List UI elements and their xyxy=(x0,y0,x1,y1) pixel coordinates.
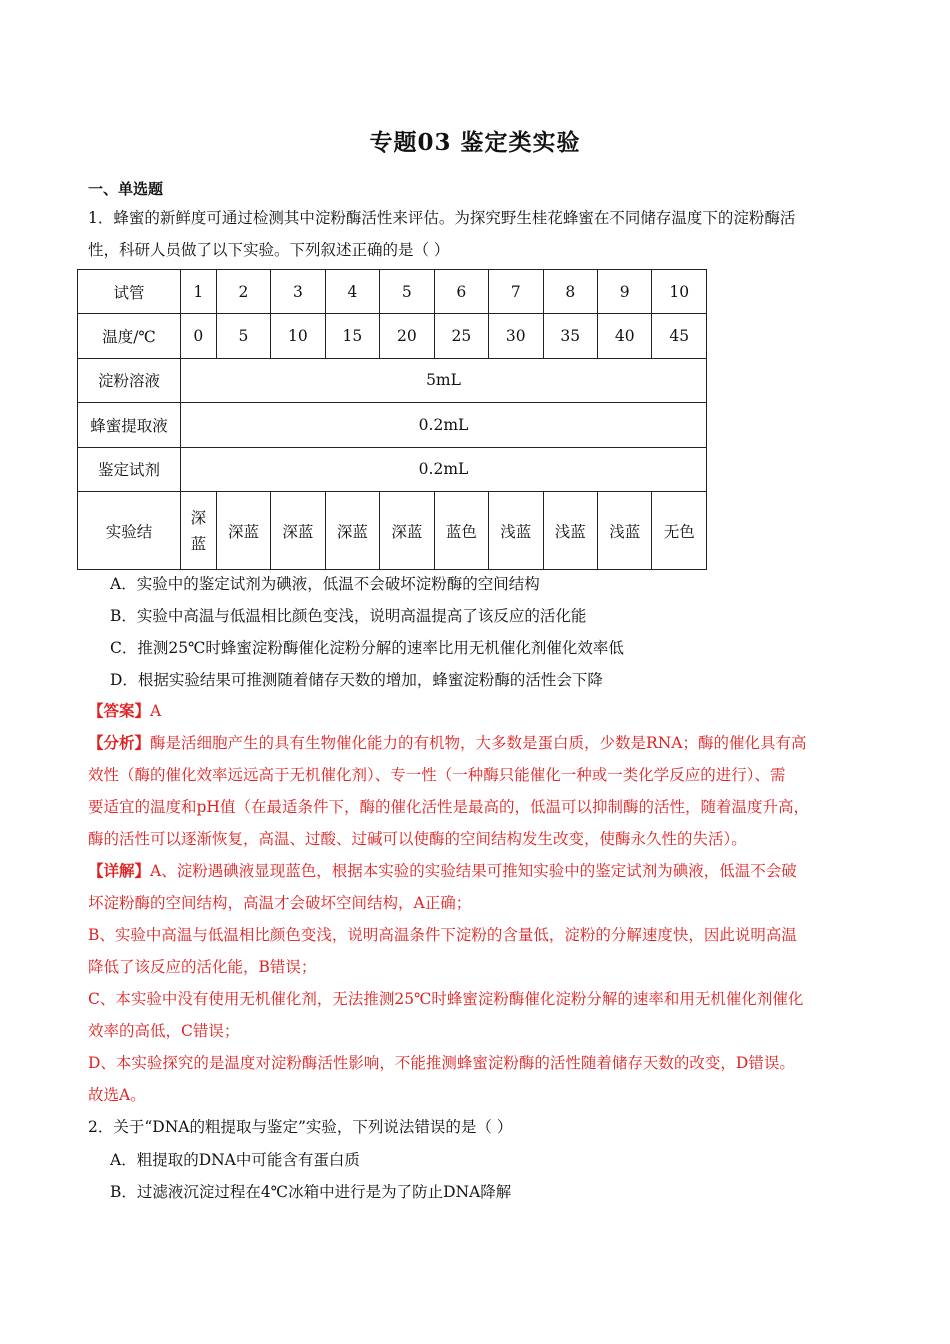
table-header-cell: 蜂蜜提取液 xyxy=(78,403,181,447)
table-cell: 10 xyxy=(271,314,325,358)
table-cell: 35 xyxy=(543,314,597,358)
table-cell: 无色 xyxy=(652,492,707,570)
q1-option-b: B．实验中高温与低温相比颜色变浅，说明高温提高了该反应的活化能 xyxy=(110,607,587,625)
q2-stem: 2．关于“DNA的粗提取与鉴定”实验，下列说法错误的是（ ） xyxy=(88,1118,513,1136)
table-cell: 深蓝 xyxy=(271,492,325,570)
detail-line-8: 故选A。 xyxy=(88,1086,146,1104)
q1-option-d: D．根据实验结果可推测随着储存天数的增加，蜂蜜淀粉酶的活性会下降 xyxy=(110,671,603,689)
table-row-temperature xyxy=(78,314,707,358)
page-title: 专题03 鉴定类实验 xyxy=(369,129,581,156)
detail-line-6: 效率的高低，C错误； xyxy=(88,1022,240,1040)
analysis-tag: 【分析】 xyxy=(88,733,151,752)
result-text: 深蓝 xyxy=(190,508,207,553)
analysis-line-4: 酶的活性可以逐渐恢复，高温、过酸、过碱可以使酶的空间结构发生改变，使酶永久性的失活）。 xyxy=(88,830,747,848)
q1-stem-line-1: 1．蜂蜜的新鲜度可通过检测其中淀粉酶活性来评估。为探究野生桂花蜂蜜在不同储存温度下的淀粉酶活 xyxy=(88,209,796,227)
detail-text: A、淀粉遇碘液显现蓝色，根据本实验的实验结果可推知实验中的鉴定试剂为碘液，低温不会破 xyxy=(150,862,797,880)
table-cell: 9 xyxy=(598,270,652,314)
answer-line xyxy=(88,701,161,721)
experiment-table xyxy=(77,269,707,570)
table-cell: 10 xyxy=(652,270,707,314)
detail-line-4: 降低了该反应的活化能，B错误； xyxy=(88,958,317,976)
table-cell: 深蓝 xyxy=(216,492,270,570)
table-row-tube xyxy=(78,270,707,314)
q1-stem-line-2: 性，科研人员做了以下实验。下列叙述正确的是（ ） xyxy=(88,241,450,259)
analysis-line-2: 效性（酶的催化效率远远高于无机催化剂）、专一性（一种酶只能催化一种或一类化学反应的进行）、需 xyxy=(88,766,786,784)
table-cell: 深蓝 xyxy=(380,492,434,570)
table-cell: 6 xyxy=(434,270,488,314)
table-cell: 20 xyxy=(380,314,434,358)
analysis-line-1 xyxy=(88,733,806,753)
table-header-cell: 鉴定试剂 xyxy=(78,447,181,491)
table-row-starch xyxy=(78,358,707,402)
table-row-reagent xyxy=(78,447,707,491)
table-cell: 2 xyxy=(216,270,270,314)
detail-line-5: C、本实验中没有使用无机催化剂，无法推测25℃时蜂蜜淀粉酶催化淀粉分解的速率和用无机催化剂催化 xyxy=(88,990,804,1008)
q2-option-a: A．粗提取的DNA中可能含有蛋白质 xyxy=(110,1151,360,1169)
q2-option-b: B．过滤液沉淀过程在4℃冰箱中进行是为了防止DNA降解 xyxy=(110,1183,512,1201)
q1-option-a: A．实验中的鉴定试剂为碘液，低温不会破坏淀粉酶的空间结构 xyxy=(110,575,540,593)
detail-line-7: D、本实验探究的是温度对淀粉酶活性影响，不能推测蜂蜜淀粉酶的活性随着储存天数的改变，D错误。 xyxy=(88,1054,795,1072)
answer-value: A xyxy=(150,702,162,720)
table-cell xyxy=(181,492,217,570)
analysis-text: 酶是活细胞产生的具有生物催化能力的有机物，大多数是蛋白质，少数是RNA；酶的催化具有高 xyxy=(150,734,807,752)
table-cell: 15 xyxy=(325,314,379,358)
table-cell: 1 xyxy=(181,270,217,314)
table-cell: 25 xyxy=(434,314,488,358)
table-cell: 5 xyxy=(216,314,270,358)
table-cell: 4 xyxy=(325,270,379,314)
table-header-cell: 实验结 xyxy=(78,492,181,570)
table-header-cell: 淀粉溶液 xyxy=(78,358,181,402)
table-cell: 浅蓝 xyxy=(598,492,652,570)
table-cell: 0 xyxy=(181,314,217,358)
q1-option-c: C．推测25℃时蜂蜜淀粉酶催化淀粉分解的速率比用无机催化剂催化效率低 xyxy=(110,639,624,657)
table-cell: 浅蓝 xyxy=(489,492,543,570)
table-cell: 5 xyxy=(380,270,434,314)
table-header-cell: 试管 xyxy=(78,270,181,314)
table-cell: 3 xyxy=(271,270,325,314)
table-row-honey xyxy=(78,403,707,447)
table-cell: 0.2mL xyxy=(181,403,707,447)
table-cell: 浅蓝 xyxy=(543,492,597,570)
table-cell: 40 xyxy=(598,314,652,358)
table-cell: 深蓝 xyxy=(325,492,379,570)
table-cell: 8 xyxy=(543,270,597,314)
table-row-result xyxy=(78,492,707,570)
answer-tag: 【答案】 xyxy=(88,701,151,720)
detail-line-3: B、实验中高温与低温相比颜色变浅，说明高温条件下淀粉的含量低，淀粉的分解速度快，因此说明高温 xyxy=(88,926,797,944)
detail-line-1 xyxy=(88,861,797,881)
detail-line-2: 坏淀粉酶的空间结构，高温才会破坏空间结构，A正确； xyxy=(88,894,472,912)
section-heading: 一、单选题 xyxy=(88,180,164,198)
table-header-cell: 温度/℃ xyxy=(78,314,181,358)
table-cell: 45 xyxy=(652,314,707,358)
analysis-line-3: 要适宜的温度和pH值（在最适条件下，酶的催化活性是最高的，低温可以抑制酶的活性，随着温度升高， xyxy=(88,798,809,816)
detail-tag: 【详解】 xyxy=(88,861,151,880)
table-cell: 0.2mL xyxy=(181,447,707,491)
table-cell: 5mL xyxy=(181,358,707,402)
table-cell: 30 xyxy=(489,314,543,358)
table-cell: 7 xyxy=(489,270,543,314)
table-cell: 蓝色 xyxy=(434,492,488,570)
